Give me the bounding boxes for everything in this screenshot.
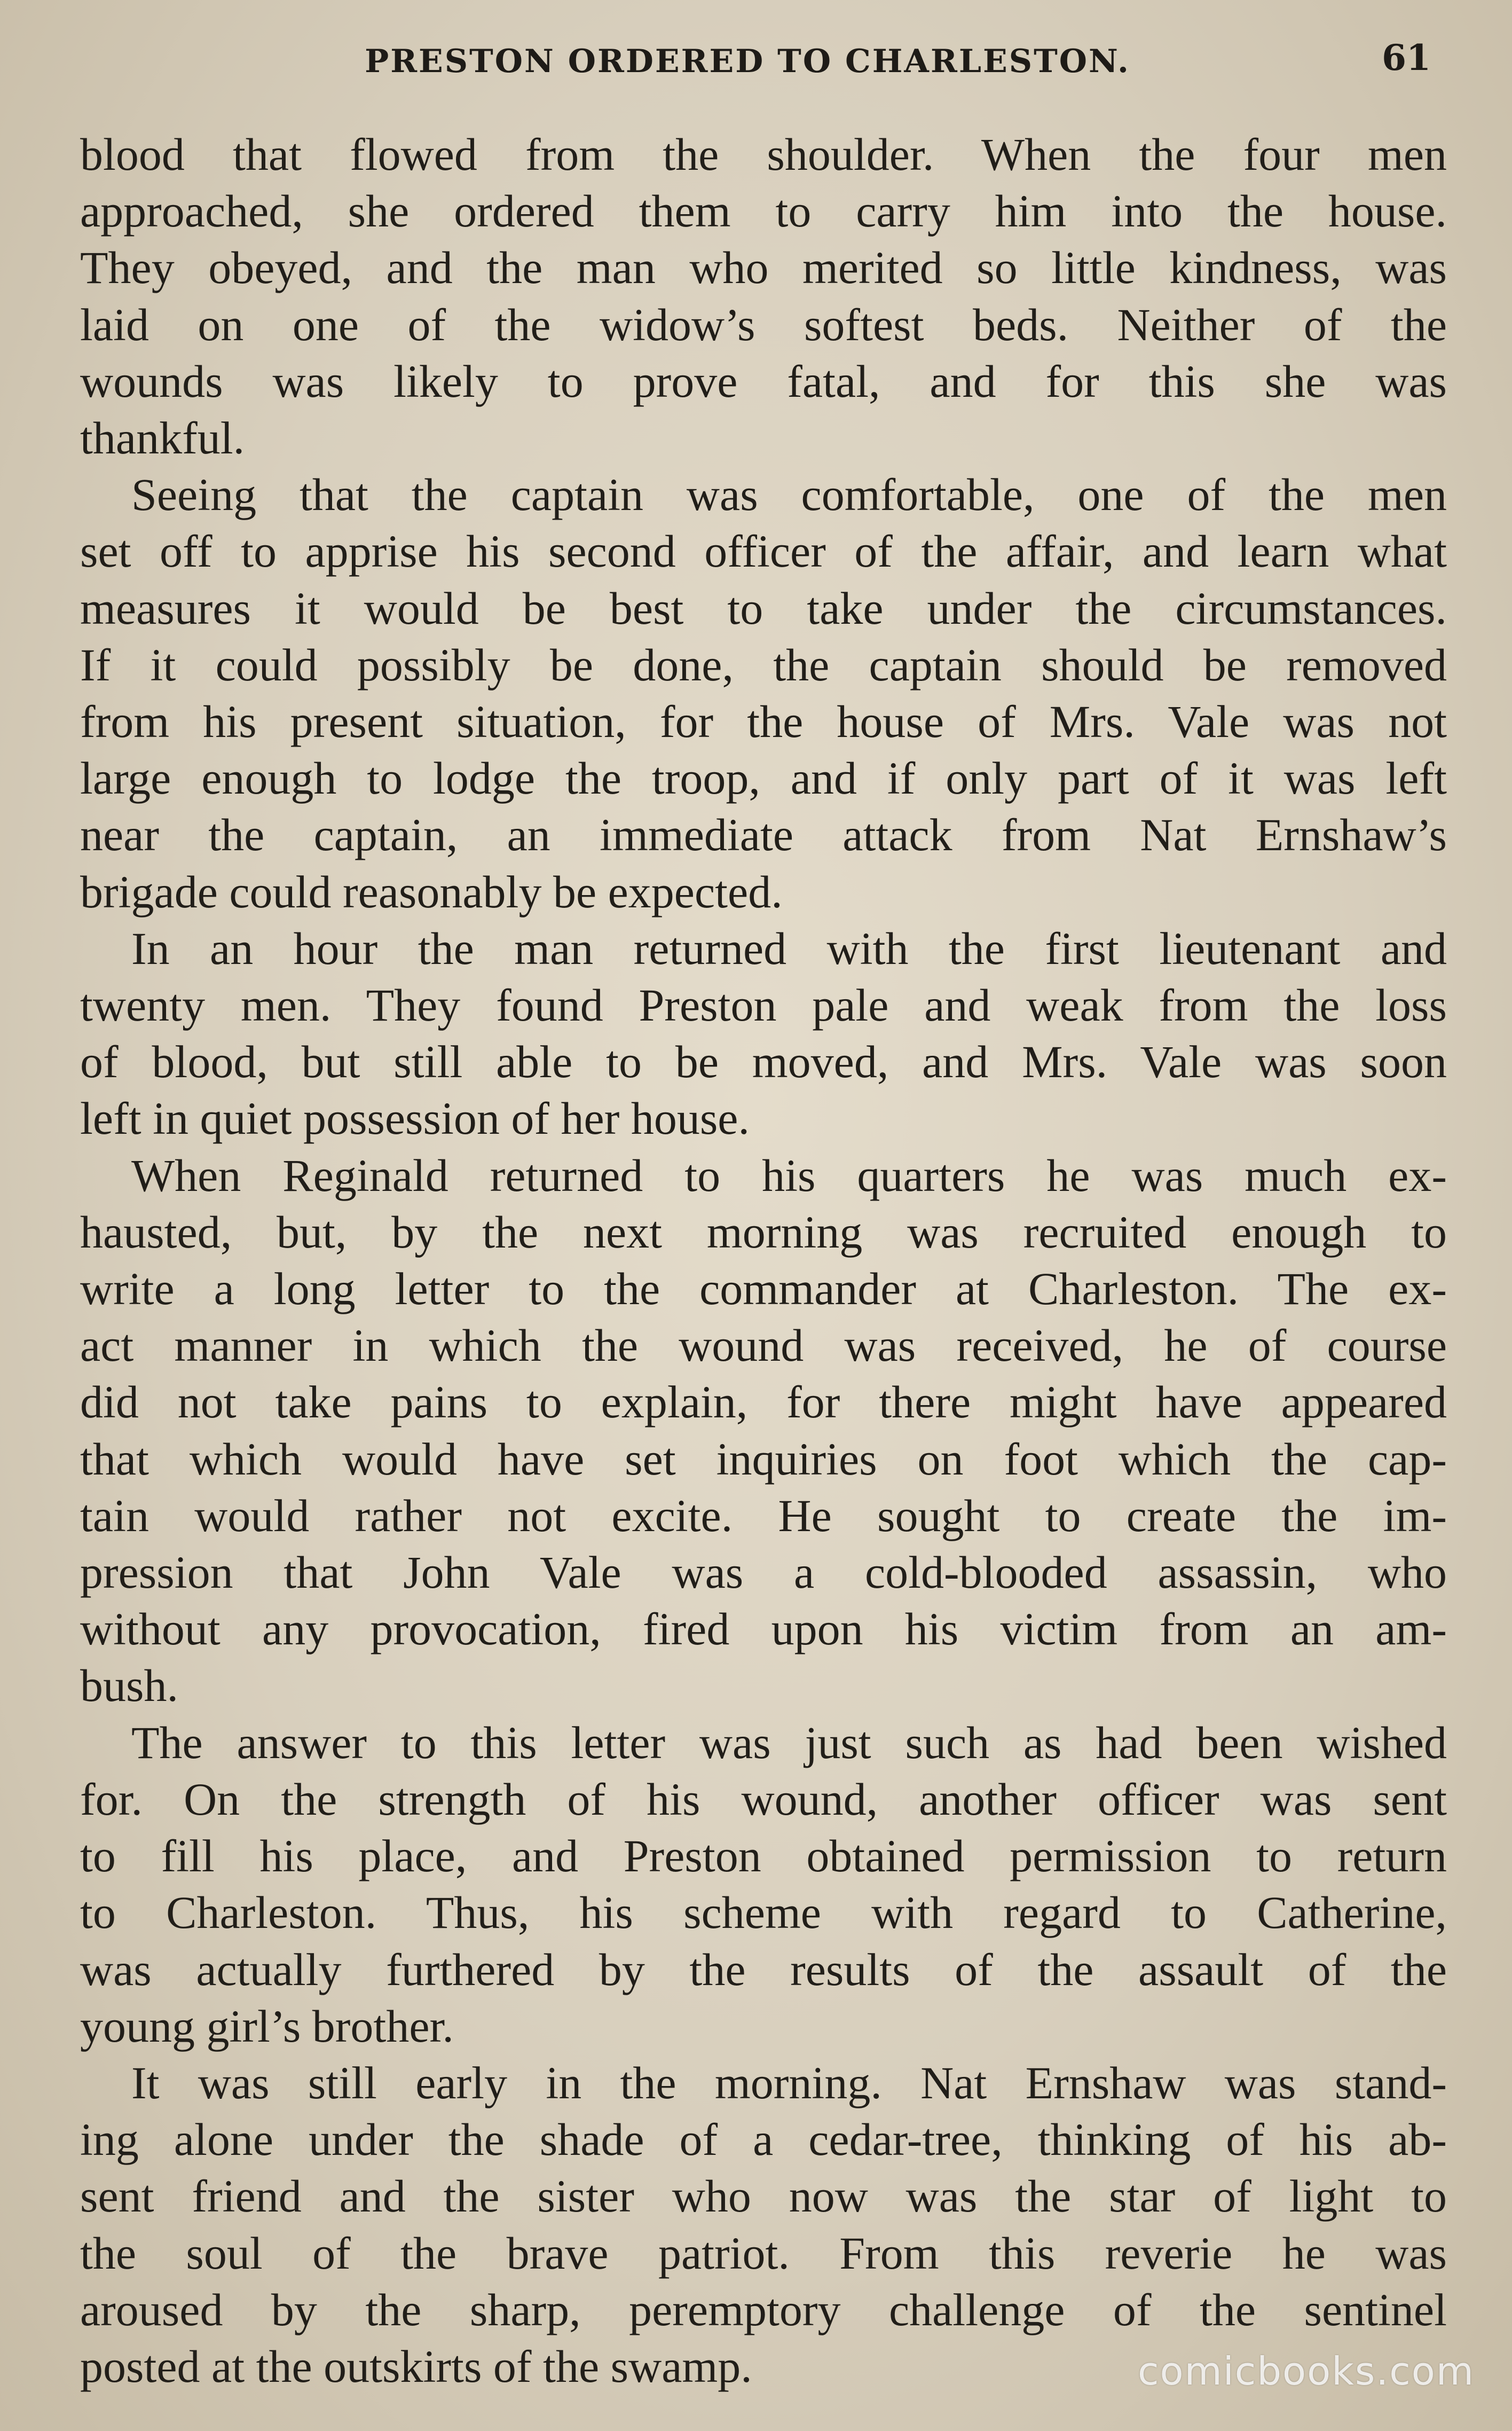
text-line: from his present situation, for the house of Mrs. Vale was not [80, 696, 1447, 748]
text-line: sent friend and the sister who now was the star of light to [80, 2170, 1447, 2222]
text-line: blood that flowed from the shoulder. When the four men [80, 129, 1447, 180]
text-line: pression that John Vale was a cold-blooded assassin, who [80, 1547, 1447, 1598]
paragraph [80, 920, 1447, 1147]
text-line: ing alone under the shade of a cedar-tree, thinking of his ab- [80, 2114, 1447, 2166]
text-line: hausted, but, by the next morning was recruited enough to [80, 1206, 1447, 1258]
paragraph [80, 466, 1447, 920]
watermark: comicbooks.com [1137, 2349, 1475, 2394]
text-line: When Reginald returned to his quarters he was much ex- [131, 1149, 1447, 1201]
text-line: set off to apprise his second officer of the affair, and learn what [80, 526, 1447, 577]
text-line: It was still early in the morning. Nat Ernshaw was stand- [131, 2057, 1447, 2108]
text-line: If it could possibly be done, the captain should be removed [80, 639, 1447, 691]
text-line: bush. [80, 1660, 178, 1712]
running-head: PRESTON ORDERED TO CHARLESTON. [365, 43, 1130, 80]
text-line: laid on one of the widow’s softest beds. Neither of the [80, 299, 1447, 350]
text-line: left in quiet possession of her house. [80, 1093, 750, 1144]
text-line: young girl’s brother. [80, 2000, 454, 2052]
text-line: act manner in which the wound was received, he of course [80, 1320, 1447, 1371]
text-line: write a long letter to the commander at Charleston. The ex- [80, 1263, 1447, 1315]
text-line: thankful. [80, 412, 245, 464]
text-line: The answer to this letter was just such as had been wished [131, 1716, 1447, 1768]
text-line: for. On the strength of his wound, another officer was sent [80, 1773, 1447, 1825]
paragraph [80, 126, 1447, 466]
paragraph [80, 1147, 1447, 1714]
page-number: 61 [1382, 37, 1431, 79]
text-line: to fill his place, and Preston obtained permission to return [80, 1830, 1447, 1882]
text-line: the soul of the brave patriot. From this reverie he was [80, 2227, 1447, 2279]
paragraph [80, 1714, 1447, 2054]
text-line: of blood, but still able to be moved, and Mrs. Vale was soon [80, 1036, 1447, 1088]
text-line: measures it would be best to take under the circumstances. [80, 582, 1447, 634]
text-line: that which would have set inquiries on foot which the cap- [80, 1433, 1447, 1485]
text-line: large enough to lodge the troop, and if only part of it was left [80, 752, 1447, 804]
paragraph [80, 2054, 1447, 2395]
text-line: They obeyed, and the man who merited so little kindness, was [80, 242, 1447, 294]
text-line: In an hour the man returned with the first lieutenant and [131, 922, 1447, 974]
text-line: without any provocation, fired upon his victim from an am- [80, 1603, 1447, 1655]
text-line: twenty men. They found Preston pale and weak from the loss [80, 979, 1447, 1031]
text-line: was actually furthered by the results of the assault of the [80, 1943, 1447, 1995]
text-line: brigade could reasonably be expected. [80, 866, 783, 917]
text-line: posted at the outskirts of the swamp. [80, 2340, 752, 2392]
text-line: did not take pains to explain, for there might have appeared [80, 1376, 1447, 1428]
text-line: aroused by the sharp, peremptory challenge of the sentinel [80, 2284, 1447, 2335]
body-text [80, 126, 1447, 2395]
text-line: tain would rather not excite. He sought to create the im- [80, 1489, 1447, 1541]
text-line: to Charleston. Thus, his scheme with regard to Catherine, [80, 1887, 1447, 1939]
text-line: Seeing that the captain was comfortable, one of the men [131, 469, 1447, 521]
text-line: wounds was likely to prove fatal, and for this she was [80, 355, 1447, 407]
text-line: approached, she ordered them to carry him into the house. [80, 185, 1447, 237]
text-line: near the captain, an immediate attack from Nat Ernshaw’s [80, 809, 1447, 861]
page-header [0, 32, 1512, 91]
